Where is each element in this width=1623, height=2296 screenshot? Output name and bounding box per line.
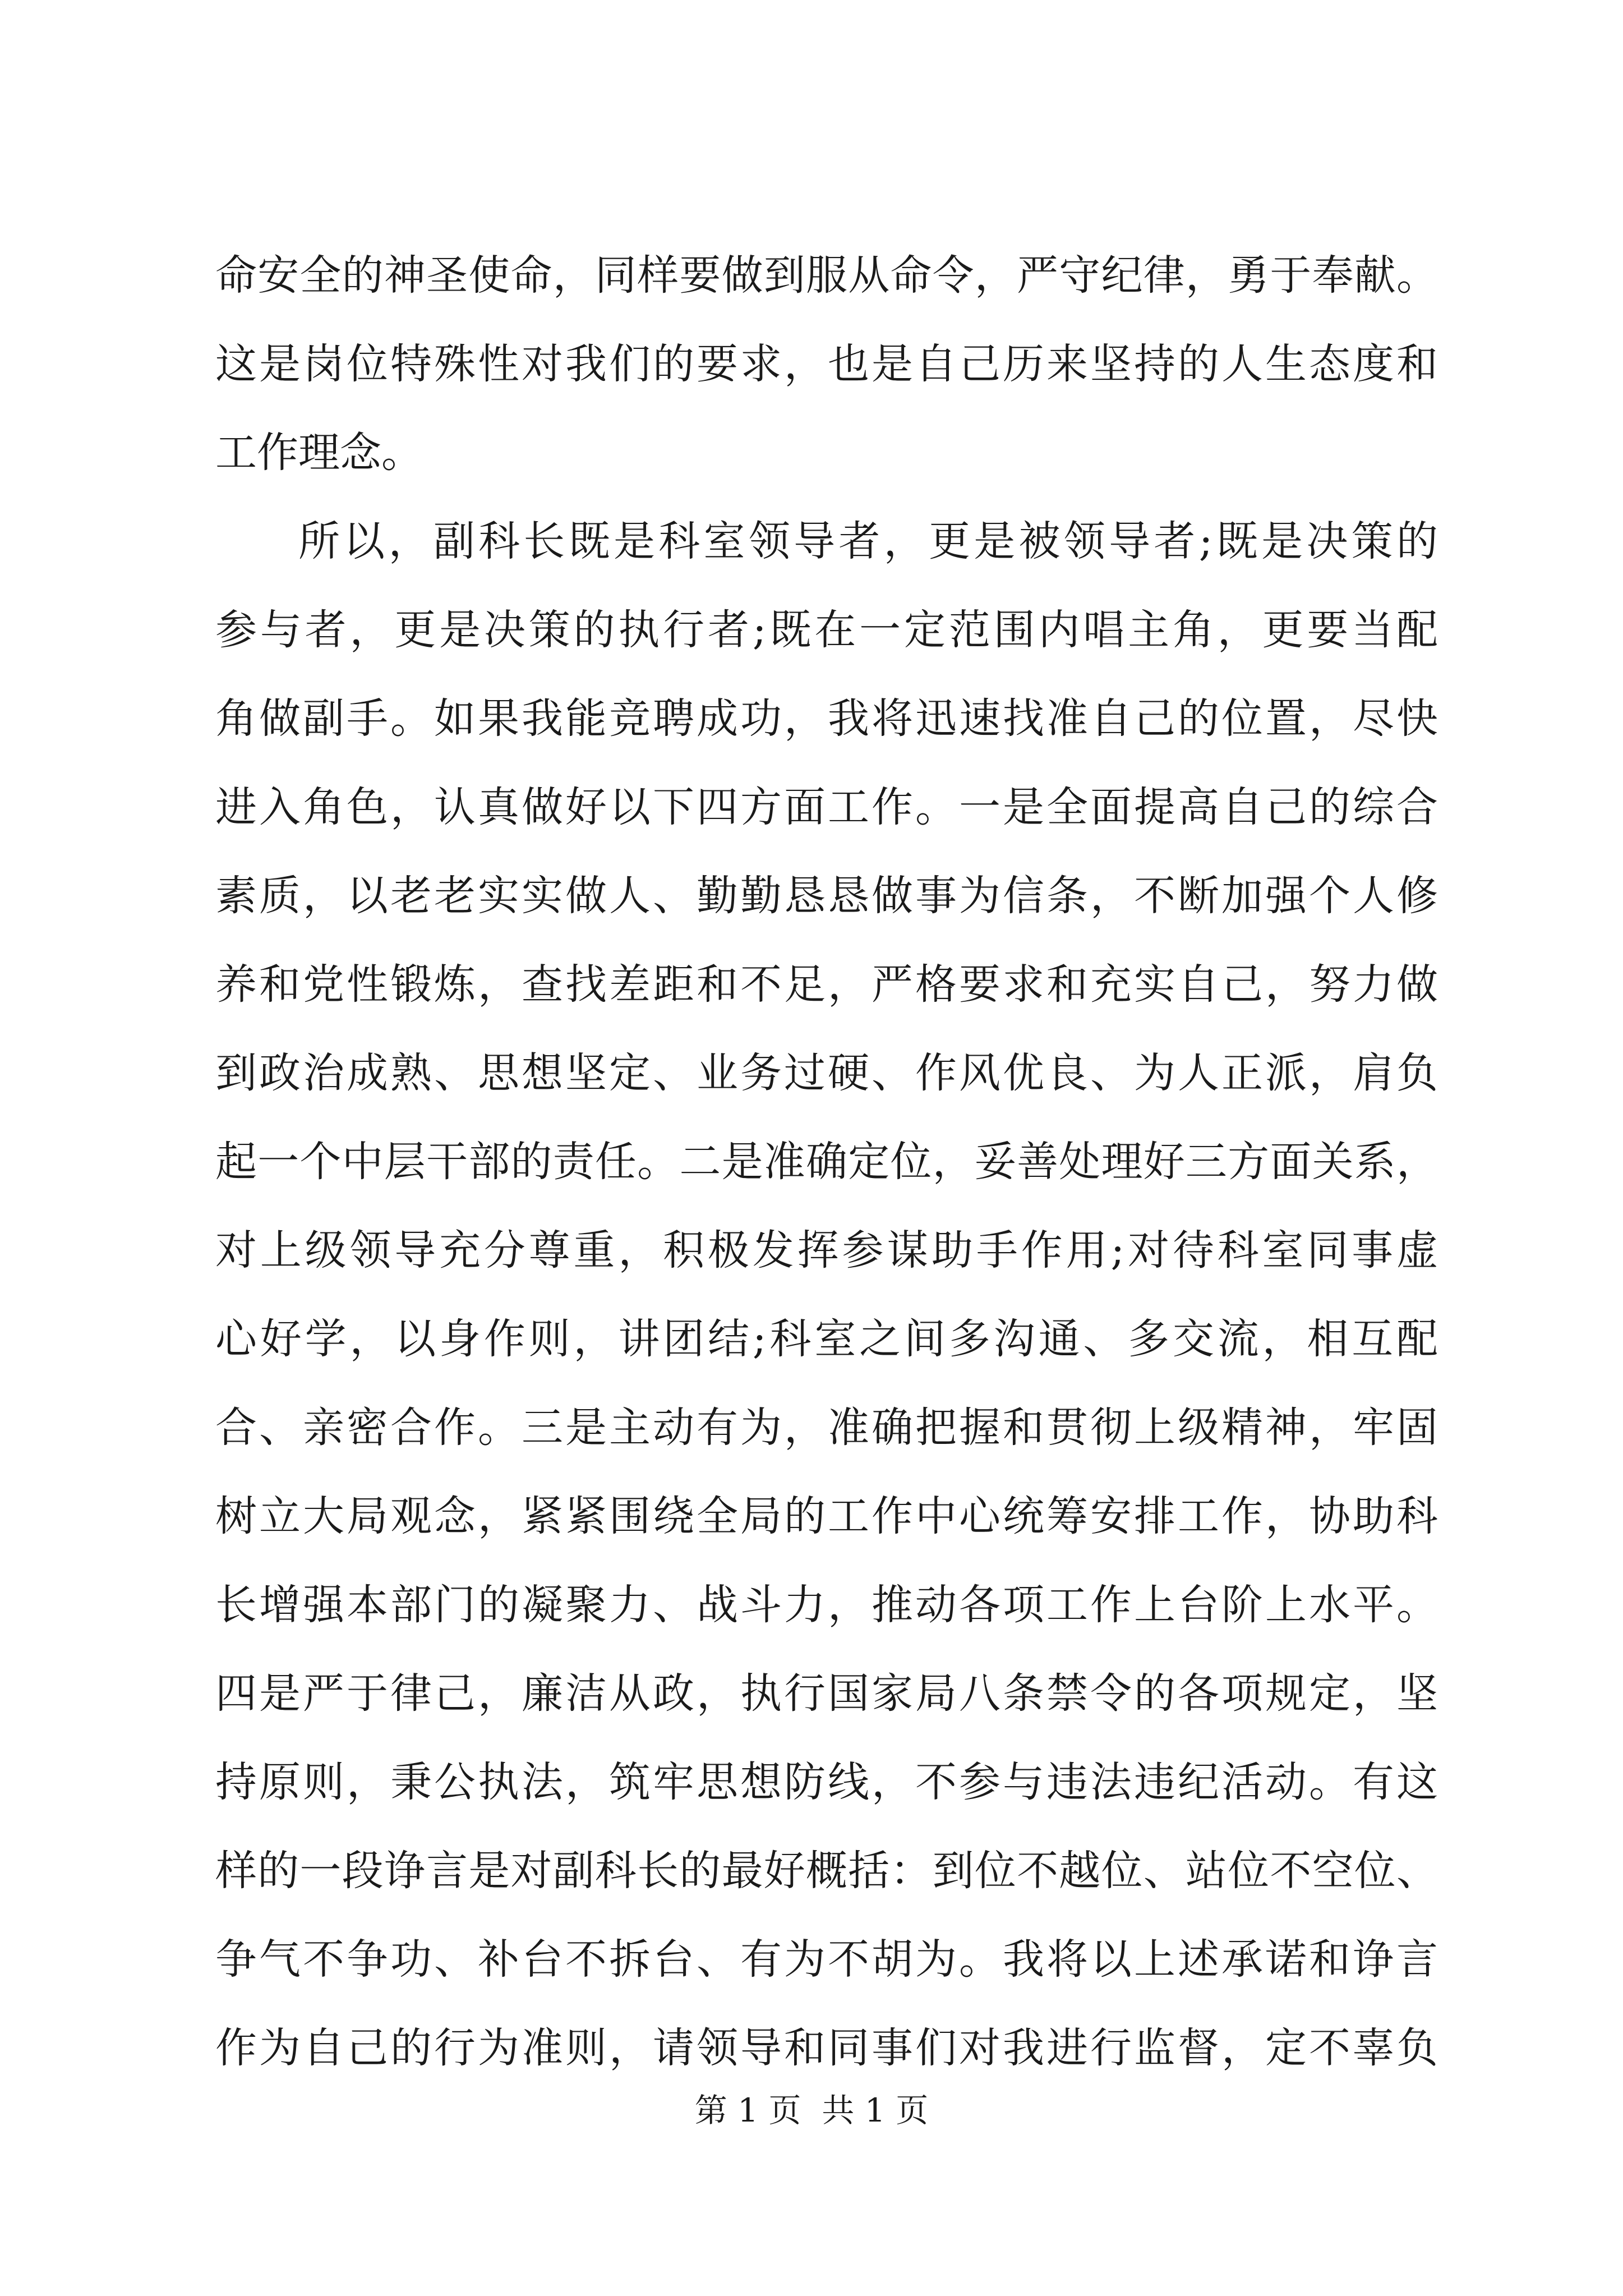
text-line: 工作理念。 [215, 429, 423, 477]
text-line: 角做副手。如果我能竞聘成功，我将迅速找准自己的位置，尽快 [215, 694, 1438, 743]
text-line: 心好学，以身作则，讲团结;科室之间多沟通、多交流，相互配 [215, 1315, 1438, 1363]
text-line: 起一个中层干部的责任。二是准确定位，妥善处理好三方面关系， [215, 1138, 1438, 1186]
text-line: 样的一段诤言是对副科长的最好概括：到位不越位、站位不空位、 [215, 1847, 1438, 1895]
text-line: 进入角色，认真做好以下四方面工作。一是全面提高自己的综合 [215, 783, 1438, 831]
text-line: 树立大局观念，紧紧围绕全局的工作中心统筹安排工作，协助科 [215, 1492, 1438, 1540]
text-line: 四是严于律己，廉洁从政，执行国家局八条禁令的各项规定，坚 [215, 1669, 1438, 1718]
text-line: 长增强本部门的凝聚力、战斗力，推动各项工作上台阶上水平。 [215, 1581, 1438, 1629]
text-line: 参与者，更是决策的执行者;既在一定范围内唱主角，更要当配 [215, 606, 1438, 654]
paragraph-first-line: 所以，副科长既是科室领导者，更是被领导者;既是决策的 [298, 517, 1438, 565]
text-line: 这是岗位特殊性对我们的要求，也是自己历来坚持的人生态度和 [215, 340, 1438, 388]
text-line: 合、亲密合作。三是主动有为，准确把握和贯彻上级精神，牢固 [215, 1404, 1438, 1452]
text-line: 对上级领导充分尊重，积极发挥参谋助手作用;对待科室同事虚 [215, 1226, 1438, 1274]
text-line: 素质，以老老实实做人、勤勤恳恳做事为信条，不断加强个人修 [215, 872, 1438, 920]
page-number-footer: 第 1 页 共 1 页 [694, 2091, 929, 2129]
text-line: 养和党性锻炼，查找差距和不足，严格要求和充实自己，努力做 [215, 960, 1438, 1009]
text-line: 持原则，秉公执法，筑牢思想防线，不参与违法违纪活动。有这 [215, 1758, 1438, 1806]
text-line: 争气不争功、补台不拆台、有为不胡为。我将以上述承诺和诤言 [215, 1935, 1438, 1984]
text-line: 命安全的神圣使命，同样要做到服从命令，严守纪律，勇于奉献。 [215, 251, 1438, 300]
text-line: 作为自己的行为准则，请领导和同事们对我进行监督，定不辜负 [215, 2024, 1438, 2072]
text-line: 到政治成熟、思想坚定、业务过硬、作风优良、为人正派，肩负 [215, 1049, 1438, 1097]
document-body [215, 231, 1438, 2092]
